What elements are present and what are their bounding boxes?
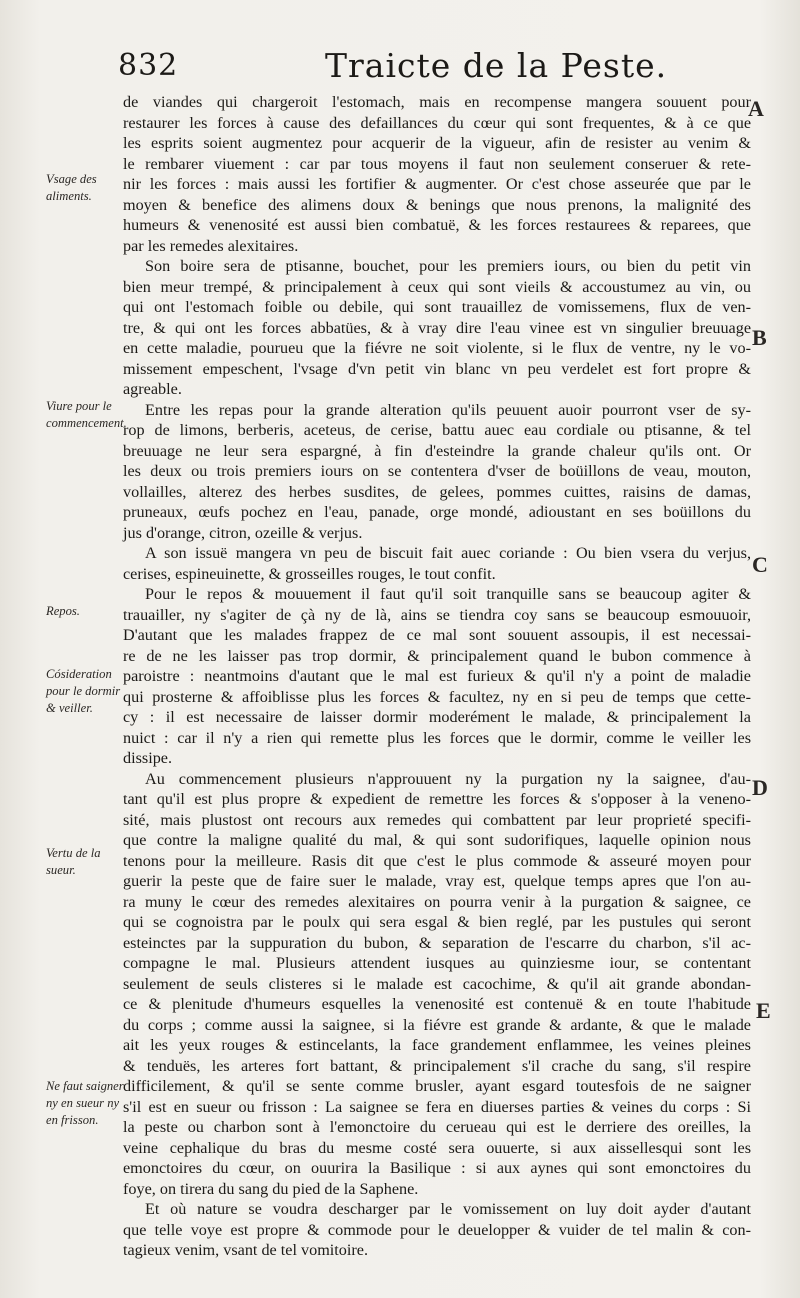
paragraph — [123, 1199, 751, 1261]
text-line: qui prosterne & affoiblisse plus les forces & facultez, ny en si peu de temps que cette- — [123, 687, 751, 706]
page-header — [0, 46, 800, 86]
text-line: moyen & benefice des alimens doux & benings que nous prenons, la malignité des — [123, 195, 751, 214]
section-letter: E — [756, 998, 771, 1023]
text-line: agreable. — [123, 380, 182, 398]
text-line: s'il est en sueur ou frisson : La saignee se fera en diuerses parties & veines du corps : Si — [123, 1097, 751, 1116]
text-line: nir les forces : mais aussi les fortifier & augmenter. Or c'est chose asseurée que par le — [123, 175, 751, 193]
text-line: du corps ; comme aussi la saignee, si la fiévre est grande & ardante, & que le malade — [123, 1015, 751, 1034]
text-line: veine cephalique du bras du mesme costé sera ouuerte, si aux aissellesqui sont les — [123, 1138, 751, 1157]
text-line: D'autant que les malades frappez de ce mal sont souuent assoupis, il est necessai- — [123, 626, 751, 644]
text-line: breuuage ne leur sera espargné, à fin d'esteindre la grande chaleur qu'ils ont. Or — [123, 441, 751, 460]
text-line: restaurer les forces à cause des defaillances du cœur qui sont frequentes, & à ce que — [123, 113, 751, 132]
text-line: que contre la maligne qualité du mal, & qui sont sudorifiques, laquelle opinion nous — [123, 831, 751, 849]
section-letter: B — [752, 325, 767, 350]
text-line: guerir la peste que de faire suer le malade, vray est, quelque temps apres que l'on au- — [123, 872, 751, 890]
text-line: tenons pour la meilleure. Rasis dit que c'est le plus commode & asseuré moyen pour — [123, 851, 751, 870]
paragraph — [123, 400, 751, 544]
running-title: Traicte de la Peste. — [325, 46, 668, 85]
text-line: dissipe. — [123, 749, 173, 767]
text-line: Son boire sera de ptisanne, bouchet, pour les premiers iours, ou bien du petit vin — [145, 257, 751, 275]
text-line: nuict : car il n'y a rien qui remette plus les forces que le dormir, comme le veiller les — [123, 728, 751, 747]
text-line: tre, & qui ont les forces abbatües, & à vray dire l'eau vinee est vn singulier breuuage — [123, 318, 751, 337]
body-text — [123, 92, 751, 1261]
text-line: cerises, espineuinette, & grosseilles rouges, le tout confit. — [123, 564, 496, 583]
section-letter: D — [752, 775, 768, 800]
text-line: sité, mais plustost ont recours aux remedes qui combattent par leur proprieté specifi- — [123, 810, 751, 829]
text-line: vollailles, alterez des herbes susdites, de gelees, pommes cuittes, raisins de damas, — [123, 482, 751, 501]
text-line: difficilement, & qu'il se sente comme brusler, ayant esgard toutesfois de ne saigner — [123, 1077, 751, 1095]
page-number: 832 — [118, 48, 179, 83]
text-line: Et où nature se voudra descharger par le vomissement on luy doit ayder d'autant — [145, 1200, 751, 1218]
text-line: tagieux venim, vsant de tel vomitoire. — [123, 1241, 369, 1259]
text-line: que telle voye est propre & commode pour le deuelopper & vuider de tel malin & con- — [123, 1220, 751, 1239]
text-line: de viandes qui chargeroit l'estomach, mais en recompense mangera souuent pour — [123, 93, 751, 111]
margin-note: Cósideration pour le dormir & veiller. — [46, 667, 121, 715]
paragraph — [123, 256, 751, 400]
text-line: compagne le mal. Plusieurs attendent iusques au quinziesme iour, se contentant — [123, 954, 751, 972]
text-line: rop de limons, berberis, aceteus, de cerise, battu auec eau cordiale ou ptisanne, & tel — [123, 421, 751, 439]
section-letter: C — [752, 552, 768, 577]
text-line: le rembarer viuement : car par tous moyens il faut non seulement conseruer & rete- — [123, 154, 751, 173]
text-line: humeurs & venenosité est aussi bien combatuë, & les forces restaurees & reparees, que — [123, 216, 751, 234]
margin-note: Vsage des aliments. — [46, 172, 97, 203]
text-line: cy : il est necessaire de laisser dormir moderément le malade, & principalement la — [123, 708, 751, 726]
text-line: jus d'orange, citron, ozeille & verjus. — [123, 523, 363, 542]
margin-note: Repos. — [46, 604, 80, 618]
text-line: seulement de seuls clisteres si le malade est cacochime, & qu'il ait grande abondan- — [123, 974, 751, 993]
text-line: tant qu'il est plus propre & expedient de remettre les forces & s'opposer à la veneno- — [123, 790, 751, 808]
text-line: paroistre : neantmoins d'autant que le mal est furieux & qu'il n'y a point de maladie — [123, 667, 751, 685]
text-line: bien meur trempé, & principalement à ceux qui sont vieils & accoustumez au vin, ou — [123, 277, 751, 296]
text-line: ra muny le cœur des remedes alexitaires on pourra venir à la purgation & saignee, ce — [123, 892, 751, 911]
text-line: & tenduës, les arteres fort battant, & principalement s'il crache du sang, s'il respire — [123, 1056, 751, 1075]
margin-note: Viure pour le commencement. — [46, 399, 127, 430]
text-line: pruneaux, œufs pochez en l'eau, panade, orge mondé, adioustant en ses boüillons du — [123, 503, 751, 521]
margin-note: Vertu de la sueur. — [46, 846, 101, 877]
text-line: trauailler, ny s'agiter de çà ny de là, ains se tiendra coy sans se beaucoup esmouuoir, — [123, 605, 751, 624]
text-line: les deux ou trois premiers iours on se contentera d'vser de boüillons de veau, mouton, — [123, 462, 751, 480]
text-line: la peste ou charbon sont à l'emonctoire du cerueau qui est le derriere des oreilles, la — [123, 1118, 751, 1136]
text-line: les esprits soient augmentez pour acquerir de la vigueur, afin de resister au venim & — [123, 134, 751, 152]
paragraph — [123, 584, 751, 769]
text-line: Au commencement plusieurs n'approuuent ny la purgation ny la saignee, d'au- — [145, 769, 751, 788]
paragraph — [123, 543, 751, 584]
text-line: Pour le repos & mouuement il faut qu'il soit tranquille sans se beaucoup agiter & — [145, 585, 751, 603]
text-line: ce & plenitude d'humeurs esquelles la venenosité est contenuë & en toute l'habitude — [123, 995, 751, 1013]
text-line: en cette maladie, pourueu que la fiévre ne soit violente, si le flux de ventre, ny le vo- — [123, 339, 751, 357]
text-line: qui ont l'estomach foible ou debile, qui sont trauaillez de vomissemens, flux de ven- — [123, 298, 751, 316]
text-line: re de ne les laisser pas trop dormir, & principalement quand le bubon commence à — [123, 646, 751, 665]
text-line: par les remedes alexitaires. — [123, 236, 299, 255]
section-letter: A — [748, 96, 764, 121]
text-line: ait les yeux rouges & estincelants, la face grandement enflammee, les veines pleines — [123, 1036, 751, 1054]
margin-note: Ne faut saigner ny en sueur ny en frisson. — [46, 1079, 124, 1127]
text-line: esteinctes par la suppuration du bubon, & separation de l'escarre du charbon, s'il ac- — [123, 933, 751, 952]
text-line: missement empeschent, l'vsage d'vn petit vin blanc vn peu verdelet est fort propre & — [123, 359, 751, 378]
text-line: A son issuë mangera vn peu de biscuit fait auec coriande : Ou bien vsera du verjus, — [145, 544, 751, 562]
paragraph — [123, 769, 751, 1200]
text-line: qui se cognoistra par le poulx qui sera esgal & bien reglé, par les pustules qui seront — [123, 913, 751, 931]
text-line: emonctoires du cœur, on ouurira la Basilique : si aux aynes qui sont emonctoires du — [123, 1159, 751, 1177]
text-line: foye, on tirera du sang du pied de la Saphene. — [123, 1179, 419, 1198]
paragraph — [123, 92, 751, 256]
text-line: Entre les repas pour la grande alteration qu'ils peuuent auoir pourront vser de sy- — [145, 400, 751, 419]
